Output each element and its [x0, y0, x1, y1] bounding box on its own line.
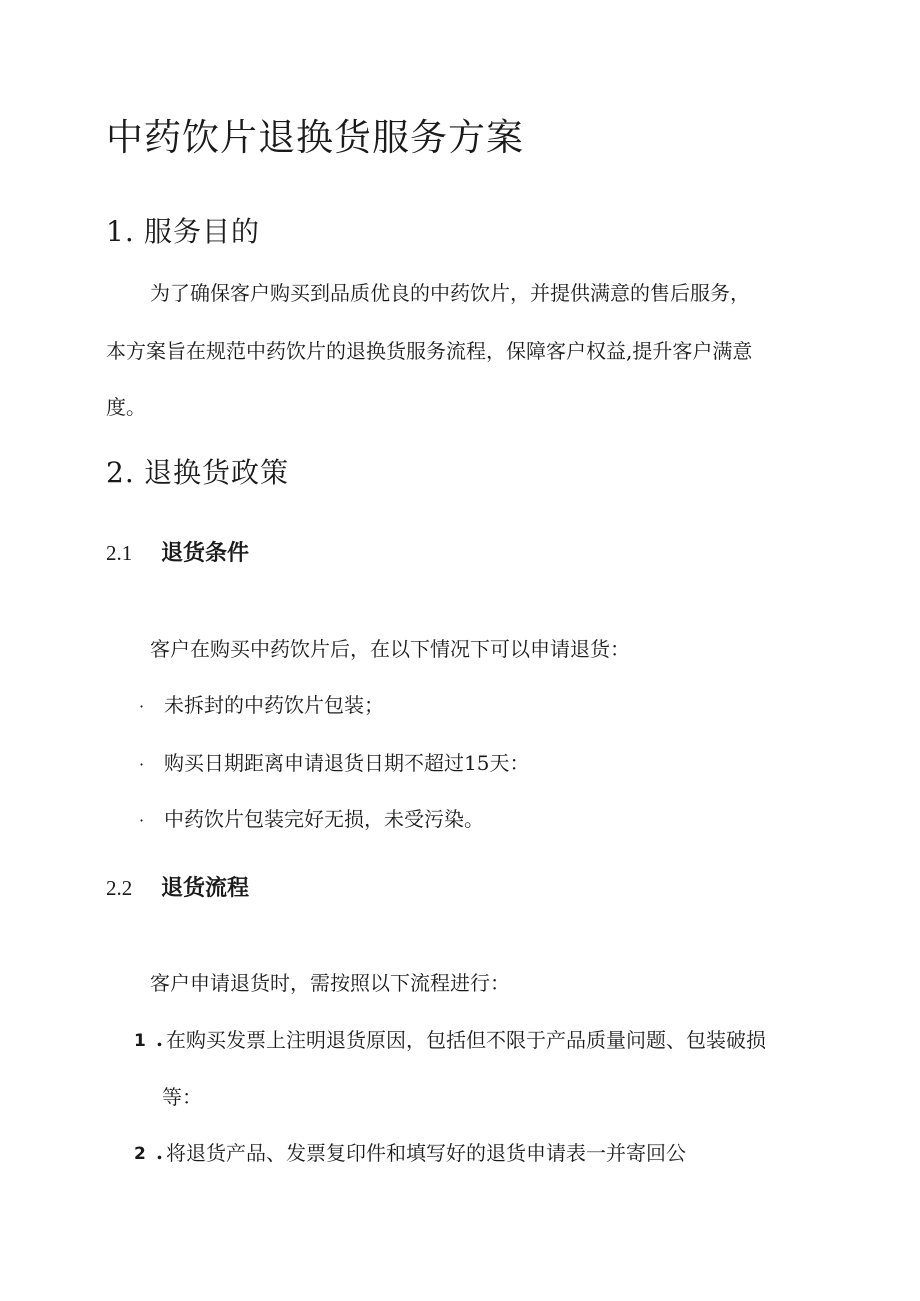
step-1-text-line-2: 等： [162, 1085, 202, 1109]
subsection-2-1-intro: 客户在购买中药饮片后，在以下情况下可以申请退货： [150, 637, 630, 661]
step-2-dot: . [156, 1140, 163, 1164]
step-1-dot: . [156, 1027, 163, 1051]
subsection-2-2-number: 2.2 [106, 876, 133, 900]
bullet-dot: · [139, 755, 145, 774]
step-1-number: 1 [134, 1031, 146, 1051]
subsection-2-1-heading [106, 537, 249, 570]
subsection-2-1-title: 退货条件 [161, 541, 250, 566]
document-title: 中药饮片退换货服务方案 [106, 116, 524, 159]
subsection-2-1-number: 2.1 [106, 541, 133, 565]
list-item: 未拆封的中药饮片包装； [164, 693, 384, 717]
section-1-paragraph-line-2: 本方案旨在规范中药饮片的退换货服务流程，保障客户权益,提升客户满意 [106, 339, 753, 363]
list-item: 中药饮片包装完好无损，未受污染。 [164, 807, 484, 831]
step-2-text-line-1: 将退货产品、发票复印件和填写好的退货申请表一并寄回公 [166, 1141, 686, 1165]
step-1-text-line-1: 在购买发票上注明退货原因，包括但不限于产品质量问题、包装破损 [166, 1028, 766, 1052]
step-2-number: 2 [134, 1144, 146, 1164]
section-2-title: 退换货政策 [144, 456, 290, 489]
section-1-number: 1. [106, 215, 135, 248]
section-2-number: 2. [106, 456, 135, 489]
section-2-heading [106, 453, 289, 493]
bullet-dot: · [139, 697, 145, 716]
section-1-paragraph-line-1: 为了确保客户购买到品质优良的中药饮片，并提供满意的售后服务， [150, 281, 750, 305]
section-1-paragraph-line-3: 度。 [106, 395, 146, 419]
subsection-2-2-intro: 客户申请退货时，需按照以下流程进行： [150, 971, 510, 995]
subsection-2-2-heading [106, 872, 249, 905]
section-1-heading [106, 212, 260, 252]
section-1-title: 服务目的 [144, 215, 261, 248]
bullet-dot: · [139, 811, 145, 830]
list-item: 购买日期距离申请退货日期不超过15天： [164, 751, 530, 775]
subsection-2-2-title: 退货流程 [161, 876, 250, 901]
